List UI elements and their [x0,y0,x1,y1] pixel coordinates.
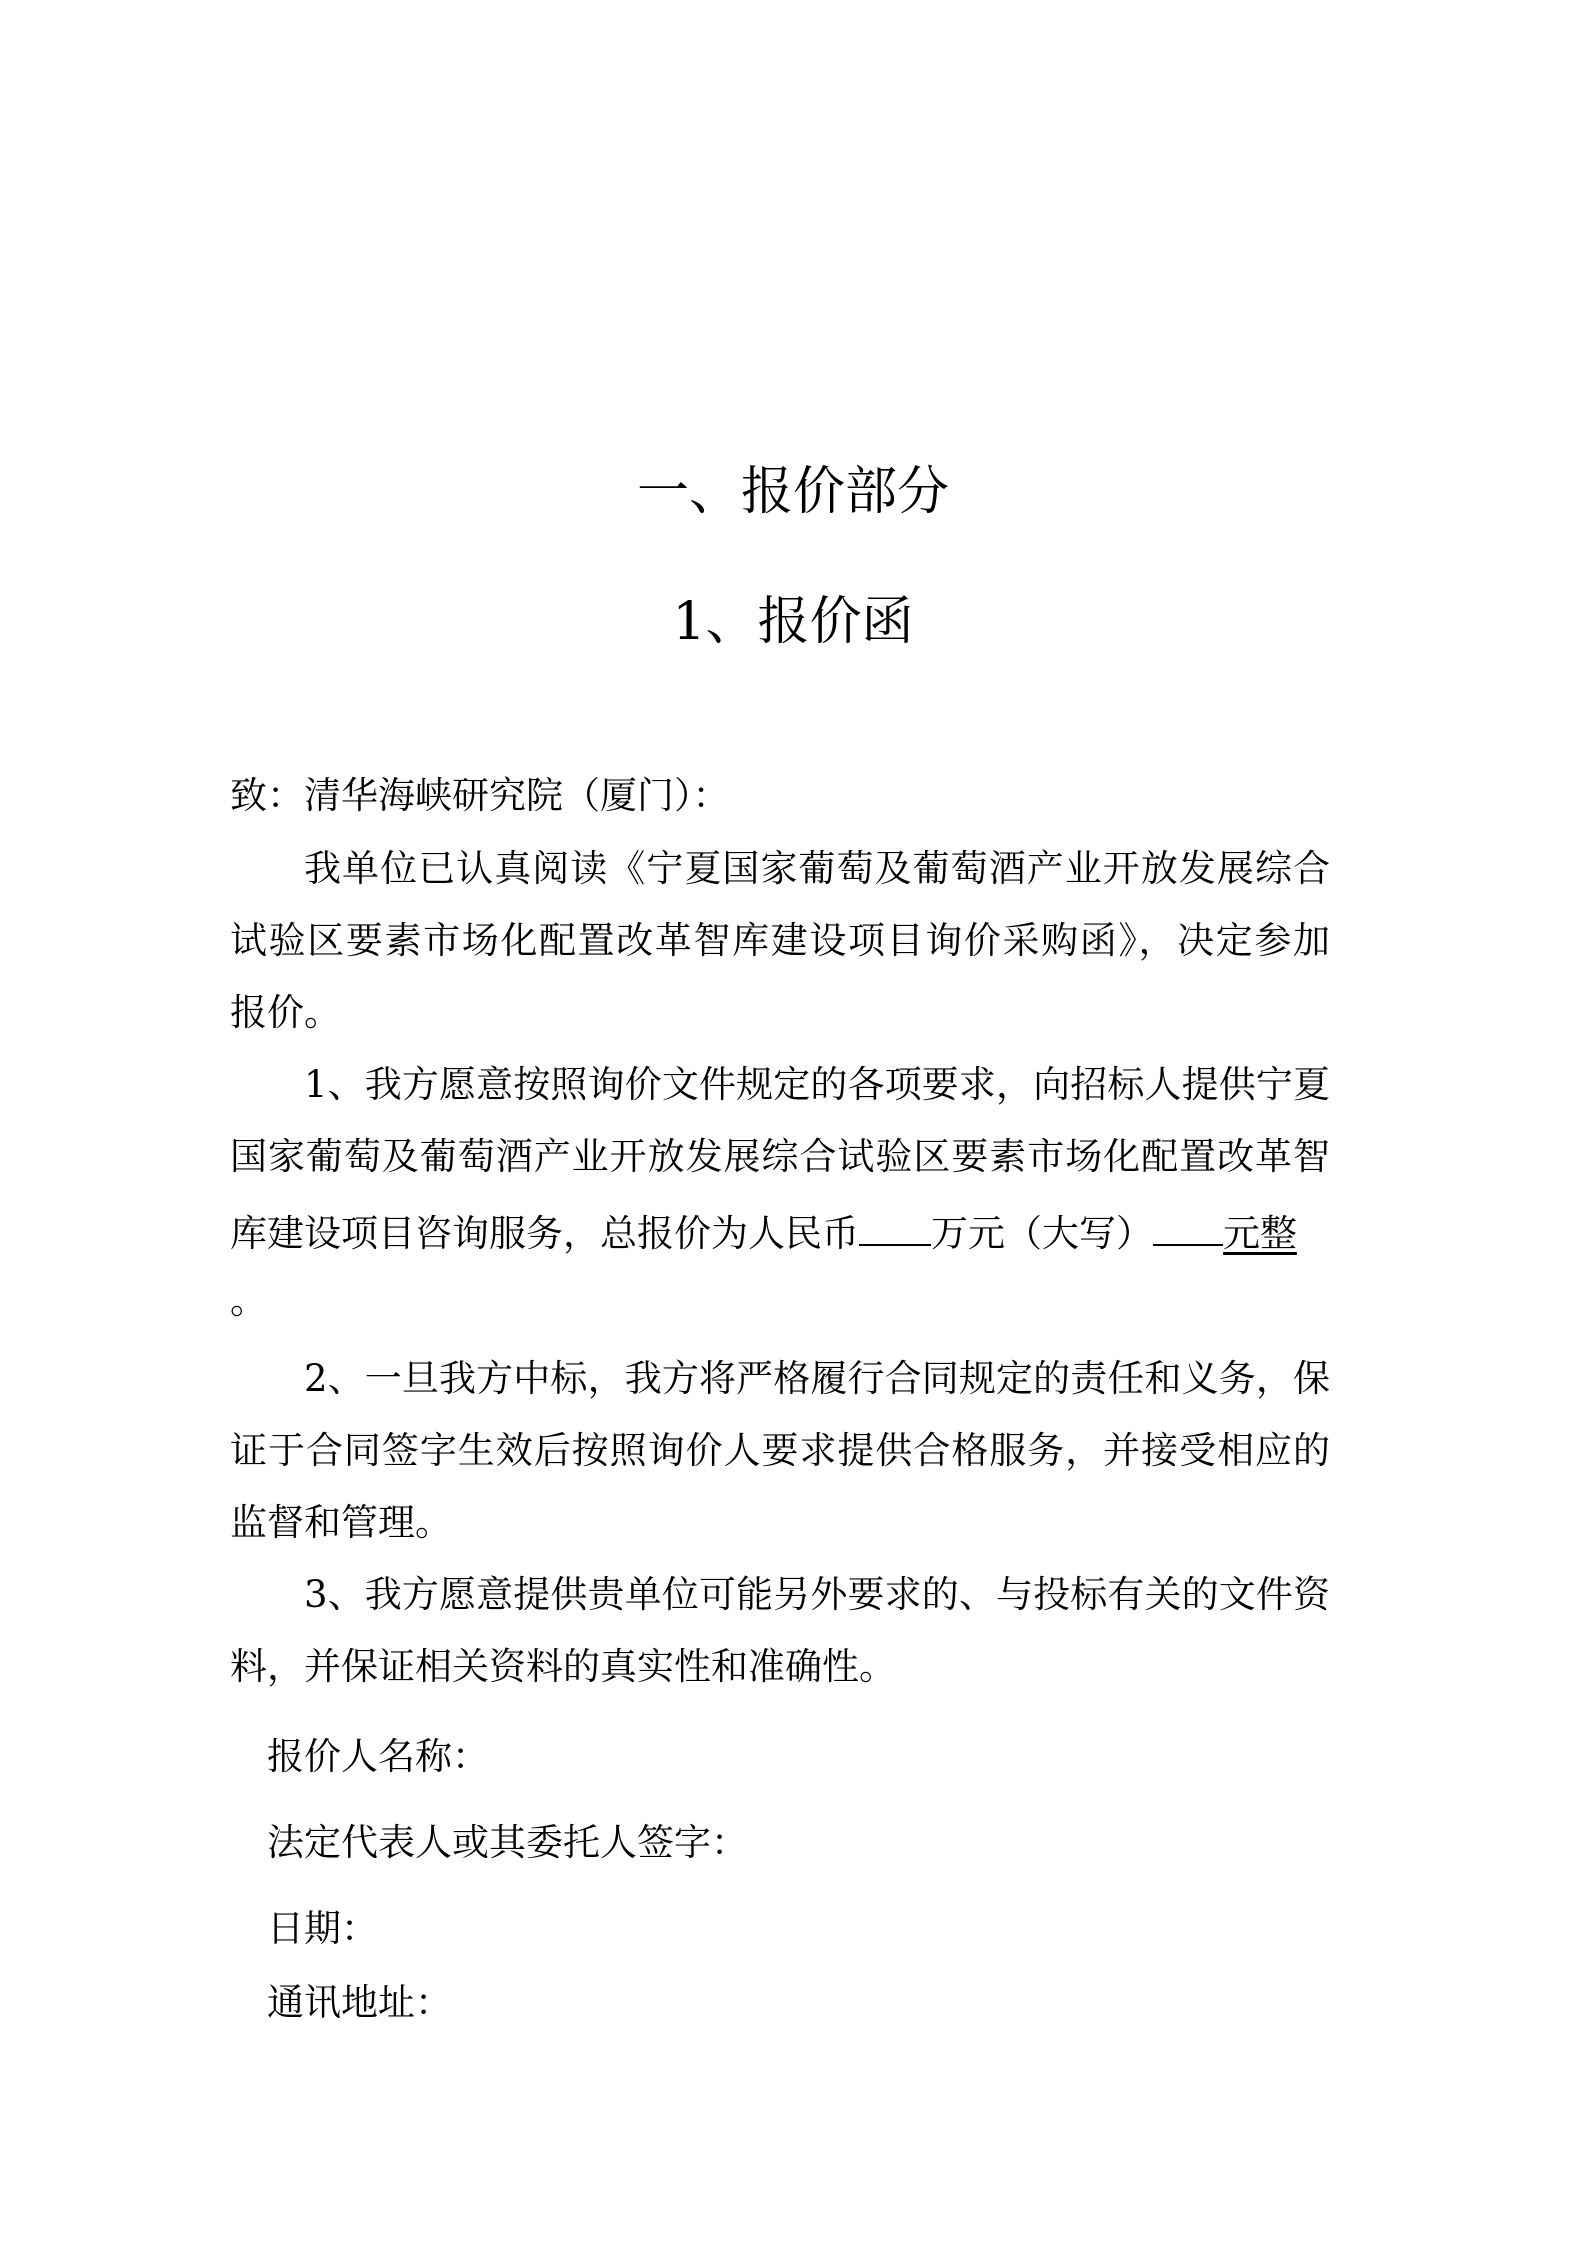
price-text-end: 元整 [1223,1212,1297,1255]
document-title: 1、报价函 [672,592,914,652]
item1-line-3 [230,1206,1330,1257]
address-label: 通讯地址： [267,1981,452,2024]
item1-line-2: 国家葡萄及葡萄酒产业开放发展综合试验区要素市场化配置改革智 [230,1135,1330,1178]
section-heading: 一、报价部分 [636,462,949,522]
bidder-name-label: 报价人名称： [267,1735,489,1778]
price-words-blank [1153,1206,1223,1246]
price-text-before: 库建设项目咨询服务，总报价为人民币 [230,1212,859,1255]
price-number-blank [859,1206,931,1246]
item1-line-1: 1、我方愿意按照询价文件规定的各项要求，向招标人提供宁夏 [304,1063,1330,1106]
date-label: 日期： [267,1907,378,1950]
intro-line-2: 试验区要素市场化配置改革智库建设项目询价采购函》，决定参加 [230,919,1330,962]
item3-line-1: 3、我方愿意提供贵单位可能另外要求的、与投标有关的文件资 [304,1573,1330,1616]
item3-line-2: 料，并保证相关资料的真实性和准确性。 [230,1645,896,1688]
salutation: 致：清华海峡研究院（厦门）： [230,774,730,817]
intro-line-3: 报价。 [230,991,341,1034]
intro-line-1: 我单位已认真阅读《宁夏国家葡萄及葡萄酒产业开放发展综合 [304,847,1330,890]
item2-line-1: 2、一旦我方中标，我方将严格履行合同规定的责任和义务，保 [304,1357,1330,1400]
item1-line-4: 。 [230,1279,267,1322]
item2-line-2: 证于合同签字生效后按照询价人要求提供合格服务，并接受相应的 [230,1429,1330,1472]
item2-line-3: 监督和管理。 [230,1501,452,1544]
price-text-middle: 万元（大写） [931,1212,1153,1255]
signature-label: 法定代表人或其委托人签字： [267,1821,748,1864]
